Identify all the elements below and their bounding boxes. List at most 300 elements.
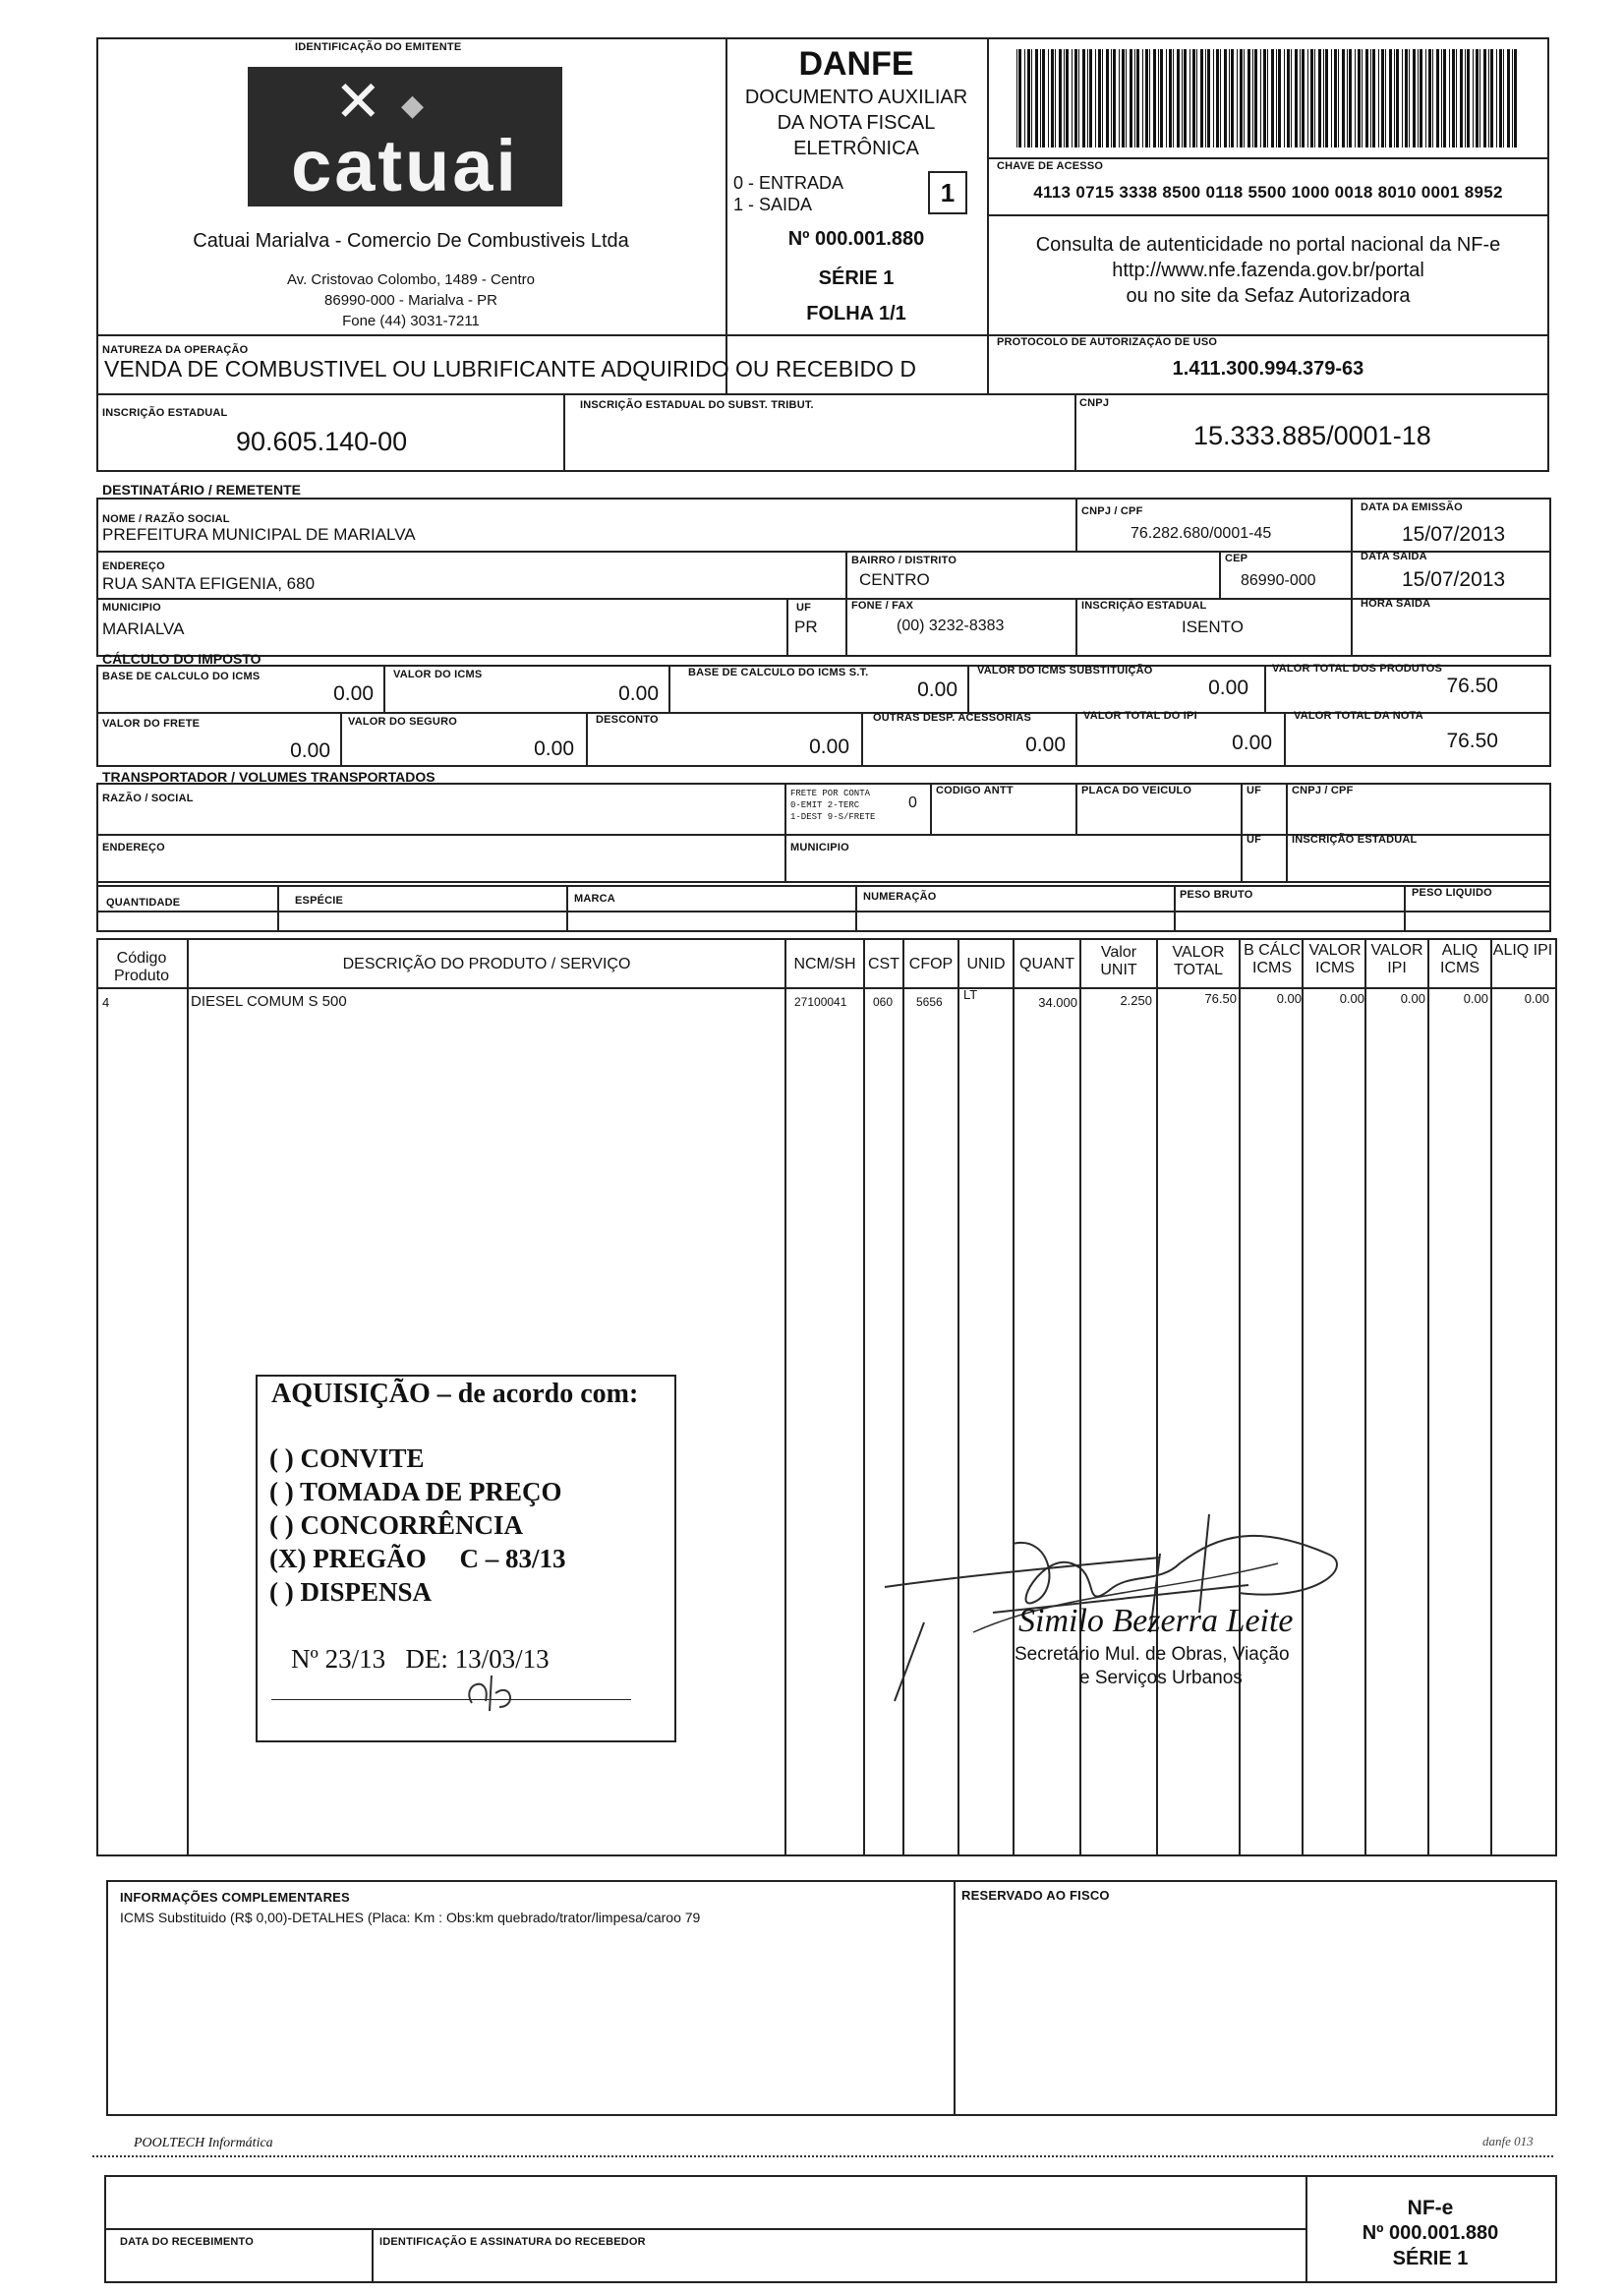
barcode-bar [1278, 49, 1281, 147]
dest-emissao: 15/07/2013 [1402, 523, 1506, 546]
barcode-bar [1441, 49, 1442, 147]
fisco-label: RESERVADO AO FISCO [961, 1888, 1110, 1903]
frete-por-conta-value: 0 [908, 794, 917, 811]
divider [1351, 498, 1353, 657]
th-valor-unit: Valor UNIT [1100, 944, 1137, 978]
danfe-subtitle-1: DOCUMENTO AUXILIAR [744, 87, 968, 108]
row-bc-icms: 0.00 [1276, 991, 1302, 1006]
divider [383, 665, 385, 712]
natureza-value: VENDA DE COMBUSTIVEL OU LUBRIFICANTE ADQUIRIDO OU RECEBIDO D [104, 356, 917, 382]
th-bc-icms: B CÁLC ICMS [1244, 942, 1301, 976]
footer-numero: Nº 000.001.880 [1362, 2222, 1499, 2244]
transp-ie-label: INSCRIÇÃO ESTADUAL [1292, 834, 1418, 846]
th-valor-icms: VALOR ICMS [1308, 942, 1362, 976]
divider [861, 712, 863, 767]
barcode-bar [1456, 49, 1457, 147]
th-aliq-icms: ALIQ ICMS [1440, 942, 1479, 976]
row-unid: LT [963, 987, 978, 1002]
th-codigo: Código Produto [113, 950, 170, 984]
barcode-bar [1300, 49, 1301, 147]
barcode-bar [1055, 49, 1056, 147]
company-logo-text: catuai [291, 125, 519, 206]
th-valor-ipi: VALOR IPI [1370, 942, 1423, 976]
emitente-city: 86990-000 - Marialva - PR [324, 292, 497, 309]
divider [566, 885, 568, 932]
danfe-folha: FOLHA 1/1 [806, 303, 906, 324]
th-ncm: NCM/SH [793, 956, 856, 972]
placa-label: PLACA DO VEICULO [1081, 785, 1192, 796]
dest-municipio-label: MUNICIPIO [102, 602, 161, 614]
divider [1241, 783, 1243, 881]
row-aliq-ipi: 0.00 [1524, 991, 1549, 1006]
dest-municipio: MARIALVA [102, 619, 185, 638]
emitente-name: Catuai Marialva - Comercio De Combustiveis Ltda [193, 230, 629, 252]
barcode-bar [1189, 49, 1190, 147]
gem-icon: ◆ [401, 89, 425, 122]
barcode-bar [1310, 49, 1313, 147]
divider [586, 712, 588, 767]
tipo-box: 1 [928, 171, 967, 214]
numeracao-label: NUMERAÇÃO [863, 891, 937, 903]
barcode-bar [1334, 49, 1337, 147]
row-valor-total: 76.50 [1204, 991, 1237, 1006]
barcode-bar [1381, 49, 1384, 147]
seguro: 0.00 [534, 737, 574, 760]
marca-label: MARCA [574, 893, 615, 905]
barcode-bar [1169, 49, 1172, 147]
cut-line [92, 2155, 1553, 2157]
barcode-bar [1074, 49, 1077, 147]
barcode-bar [1512, 49, 1513, 147]
barcode-bar [1166, 49, 1167, 147]
th-quant: QUANT [1019, 956, 1074, 972]
barcode-bar [1244, 49, 1245, 147]
barcode-bar [1051, 49, 1054, 147]
stamp-option-convite: ( ) CONVITE [269, 1443, 425, 1473]
barcode-bar [1325, 49, 1328, 147]
frete-label: VALOR DO FRETE [102, 718, 201, 730]
divider [784, 783, 786, 881]
divider [1286, 783, 1288, 881]
barcode-bar [1307, 49, 1308, 147]
stamp-numero: Nº 23/13 DE: 13/03/13 [291, 1644, 550, 1674]
row-cfop: 5656 [916, 995, 943, 1009]
barcode-bar [1276, 49, 1277, 147]
barcode-bar [1355, 49, 1356, 147]
divider [96, 598, 1551, 600]
divider [96, 881, 1551, 883]
barcode-bar [1153, 49, 1156, 147]
ipi: 0.00 [1232, 732, 1272, 754]
row-codigo: 4 [102, 995, 110, 1010]
consulta-3: ou no site da Sefaz Autorizadora [1126, 285, 1411, 307]
barcode-bar [1428, 49, 1431, 147]
barcode-bar [1027, 49, 1030, 147]
divider [1075, 783, 1077, 834]
v-icms-label: VALOR DO ICMS [393, 669, 483, 680]
divider [987, 214, 1549, 216]
version-label: danfe 013 [1482, 2134, 1534, 2148]
barcode-bar [1443, 49, 1446, 147]
cnpj-value: 15.333.885/0001-18 [1193, 421, 1431, 450]
barcode-bar [1436, 49, 1439, 147]
entrada-label: 0 - ENTRADA [733, 173, 844, 193]
barcode-bar [1362, 49, 1363, 147]
v-icms: 0.00 [618, 682, 659, 705]
divider [954, 1880, 956, 2116]
barcode-bar [1409, 49, 1410, 147]
v-prod-label: VALOR TOTAL DOS PRODUTOS [1272, 663, 1443, 675]
transp-cnpj-label: CNPJ / CPF [1292, 785, 1354, 796]
barcode-bar [1338, 49, 1339, 147]
saida-label: 1 - SAIDA [733, 195, 813, 214]
barcode-bar [1231, 49, 1234, 147]
destinatario-section: DESTINATÁRIO / REMETENTE [102, 482, 301, 498]
stamp-title: AQUISIÇÃO – de acordo com: [271, 1379, 639, 1409]
barcode-bar [1200, 49, 1203, 147]
divider [1284, 712, 1286, 767]
barcode-bar [1048, 49, 1049, 147]
imposto-section: CÁLCULO DO IMPOSTO [102, 651, 261, 667]
barcode-bar [1149, 49, 1150, 147]
emitente-label: IDENTIFICAÇÃO DO EMITENTE [295, 41, 462, 53]
dest-bairro: CENTRO [859, 570, 930, 589]
seguro-label: VALOR DO SEGURO [348, 716, 457, 728]
v-nota-label: VALOR TOTAL DA NOTA [1294, 710, 1423, 722]
volumes-box [96, 885, 1551, 932]
row-ncm: 27100041 [794, 995, 847, 1009]
divider [340, 712, 342, 767]
barcode-bar [1476, 49, 1479, 147]
divider [277, 885, 279, 932]
barcode-bar [1503, 49, 1504, 147]
peso-bruto-label: PESO BRUTO [1180, 889, 1253, 901]
barcode-bar [1066, 49, 1069, 147]
transp-uf-label: UF [1247, 785, 1262, 796]
barcode-bar [1177, 49, 1180, 147]
v-st: 0.00 [1208, 677, 1248, 699]
barcode-bar [1111, 49, 1112, 147]
desconto: 0.00 [809, 736, 849, 758]
barcode-bar [1291, 49, 1292, 147]
row-descricao: DIESEL COMUM S 500 [191, 993, 347, 1010]
protocolo-label: PROTOCOLO DE AUTORIZAÇÃO DE USO [997, 336, 1218, 348]
emitente-address: Av. Cristovao Colombo, 1489 - Centro [286, 271, 536, 288]
transp-razao-label: RAZÃO / SOCIAL [102, 793, 194, 804]
row-aliq-icms: 0.00 [1463, 991, 1488, 1006]
divider [967, 665, 969, 712]
initials-mark [452, 1664, 531, 1723]
stamp-option-concorrencia: ( ) CONCORRÊNCIA [269, 1510, 523, 1540]
barcode-bar [1365, 49, 1368, 147]
barcode-bar [1102, 49, 1103, 147]
transp-uf2-label: UF [1247, 834, 1262, 846]
barcode-bar [1284, 49, 1285, 147]
barcode-bar [1160, 49, 1163, 147]
divider [1074, 393, 1076, 472]
barcode-bar [1302, 49, 1305, 147]
v-prod: 76.50 [1446, 675, 1498, 697]
table-column-divider [784, 938, 786, 1856]
software-name: POOLTECH Informática [134, 2136, 273, 2150]
protocolo-value: 1.411.300.994.379-63 [1172, 358, 1364, 380]
barcode-bar [1465, 49, 1466, 147]
stamp-option-tomada: ( ) TOMADA DE PREÇO [269, 1477, 562, 1506]
barcode-bar [1378, 49, 1379, 147]
row-cst: 060 [873, 995, 894, 1009]
danfe-subtitle-2: DA NOTA FISCAL [777, 112, 936, 134]
v-nota: 76.50 [1446, 730, 1498, 752]
divider [987, 157, 1549, 159]
barcode-bar [1136, 49, 1139, 147]
ipi-label: VALOR TOTAL DO IPI [1083, 710, 1197, 722]
frete-por-conta-3: 1-DEST 9-S/FRETE [790, 812, 876, 822]
dest-cep-label: CEP [1225, 553, 1248, 564]
barcode-bar [1016, 49, 1017, 147]
quantidade-label: QUANTIDADE [106, 897, 181, 909]
stamp-option-pregao: (X) PREGÃO C – 83/13 [269, 1544, 566, 1573]
barcode-bar [1460, 49, 1463, 147]
dest-cnpj-label: CNPJ / CPF [1081, 505, 1143, 517]
barcode-bar [1173, 49, 1174, 147]
barcode-bar [1347, 49, 1348, 147]
barcode-bar [1314, 49, 1315, 147]
barcode-bar [1499, 49, 1502, 147]
frete-por-conta-1: FRETE POR CONTA [790, 789, 871, 798]
divider [786, 598, 788, 657]
complementares-label: INFORMAÇÕES COMPLEMENTARES [120, 1890, 350, 1905]
barcode-bar [1507, 49, 1510, 147]
barcode-bar [1425, 49, 1426, 147]
divider [1174, 885, 1176, 932]
ie-st-label: INSCRIÇÃO ESTADUAL DO SUBST. TRIBUT. [580, 399, 814, 411]
danfe-serie: SÉRIE 1 [818, 267, 895, 289]
table-column-divider [187, 938, 189, 1856]
dest-uf: PR [794, 618, 818, 636]
ie-label: INSCRIÇÃO ESTADUAL [102, 407, 228, 419]
dest-emissao-label: DATA DA EMISSÃO [1361, 501, 1463, 513]
barcode-bar [1372, 49, 1375, 147]
barcode-bar [1082, 49, 1085, 147]
barcode-bar [1488, 49, 1489, 147]
divider [372, 2228, 374, 2283]
antt-label: CODIGO ANTT [936, 785, 1014, 796]
barcode-bar [1126, 49, 1127, 147]
dest-uf-label: UF [796, 602, 812, 614]
barcode-bar [1420, 49, 1422, 147]
divider [1075, 498, 1077, 551]
barcode-bar [1295, 49, 1298, 147]
barcode-bar [1260, 49, 1261, 147]
barcode-bar [1254, 49, 1257, 147]
barcode-bar [1216, 49, 1219, 147]
transp-municipio-label: MUNICIPIO [790, 842, 849, 853]
barcode-bar [1224, 49, 1227, 147]
barcode-bar [1418, 49, 1419, 147]
v-st-label: VALOR DO ICMS SUBSTITUIÇÃO [977, 665, 1153, 677]
barcode-bar [1432, 49, 1433, 147]
divider [104, 2228, 1305, 2230]
table-column-divider [1427, 938, 1429, 1856]
dest-cnpj: 76.282.680/0001-45 [1131, 525, 1272, 542]
barcode-bar [1452, 49, 1455, 147]
table-column-divider [1490, 938, 1492, 1856]
divider [1075, 598, 1077, 657]
divider [563, 393, 565, 472]
barcode-bar [1113, 49, 1116, 147]
bc-st-label: BASE DE CALCULO DO ICMS S.T. [688, 667, 869, 678]
bc-icms: 0.00 [333, 682, 374, 705]
danfe-numero: Nº 000.001.880 [787, 228, 925, 250]
barcode-bar [1479, 49, 1480, 147]
divider [96, 987, 1557, 989]
dest-fone: (00) 3232-8383 [897, 618, 1005, 634]
barcode-bar [1035, 49, 1038, 147]
barcode-bar [1370, 49, 1371, 147]
dest-nome-label: NOME / RAZÃO SOCIAL [102, 513, 230, 525]
barcode-bar [1098, 49, 1101, 147]
barcode-bar [1467, 49, 1470, 147]
recebimento-label: DATA DO RECEBIMENTO [120, 2236, 255, 2248]
transp-endereco-label: ENDEREÇO [102, 842, 165, 853]
outras-label: OUTRAS DESP. ACESSORIAS [873, 712, 1032, 724]
divider [1219, 551, 1221, 598]
barcode-bar [1158, 49, 1159, 147]
barcode-bar [1396, 49, 1399, 147]
barcode-bar [1247, 49, 1250, 147]
barcode-bar [1142, 49, 1143, 147]
dest-endereco-label: ENDEREÇO [102, 560, 165, 572]
divider [96, 334, 1549, 336]
divider [96, 393, 1549, 395]
th-unid: UNID [966, 956, 1006, 972]
ie-value: 90.605.140-00 [236, 427, 408, 456]
barcode-bar [1449, 49, 1450, 147]
barcode-bar [1514, 49, 1517, 147]
bc-icms-label: BASE DE CALCULO DO ICMS [102, 671, 261, 682]
chave-label: CHAVE DE ACESSO [997, 160, 1104, 172]
barcode-bar [1184, 49, 1187, 147]
th-cfop: CFOP [908, 956, 954, 972]
row-valor-ipi: 0.00 [1400, 991, 1425, 1006]
barcode [1016, 49, 1524, 149]
barcode-bar [1229, 49, 1230, 147]
chave-value: 4113 0715 3338 8500 0118 5500 1000 0018 8010 0001 8952 [1033, 183, 1503, 202]
barcode-bar [1496, 49, 1497, 147]
dest-hora-label: HORA SAIDA [1361, 598, 1431, 610]
barcode-bar [1473, 49, 1474, 147]
danfe-subtitle-3: ELETRÔNICA [793, 138, 919, 159]
barcode-bar [1252, 49, 1253, 147]
divider [1075, 712, 1077, 767]
barcode-bar [1072, 49, 1073, 147]
stamp-option-dispensa: ( ) DISPENSA [269, 1577, 433, 1607]
dest-saida-label: DATA SAIDA [1361, 551, 1427, 562]
emitente-phone: Fone (44) 3031-7211 [342, 313, 480, 329]
barcode-bar [1237, 49, 1238, 147]
dest-endereco: RUA SANTA EFIGENIA, 680 [102, 574, 316, 593]
natureza-label: NATUREZA DA OPERAÇÃO [102, 344, 249, 356]
outras: 0.00 [1025, 734, 1066, 756]
barcode-bar [1042, 49, 1045, 147]
peso-liquido-label: PESO LIQUIDO [1412, 887, 1492, 899]
danfe-title: DANFE [798, 45, 914, 83]
frete-por-conta-2: 0-EMIT 2-TERC [790, 800, 860, 810]
barcode-bar [1018, 49, 1021, 147]
barcode-bar [1271, 49, 1274, 147]
barcode-bar [1207, 49, 1210, 147]
frete: 0.00 [290, 739, 330, 762]
barcode-bar [1089, 49, 1092, 147]
barcode-bar [1213, 49, 1214, 147]
barcode-bar [1318, 49, 1321, 147]
desconto-label: DESCONTO [596, 714, 659, 726]
row-valor-unit: 2.250 [1120, 993, 1152, 1008]
barcode-bar [1205, 49, 1206, 147]
signature-role-2: e Serviços Urbanos [1079, 1668, 1243, 1688]
barcode-bar [1394, 49, 1395, 147]
dest-fone-label: FONE / FAX [851, 600, 914, 612]
divider [855, 885, 857, 932]
barcode-bar [1358, 49, 1361, 147]
barcode-bar [1490, 49, 1493, 147]
dest-ie-label: INSCRIÇÃO ESTADUAL [1081, 600, 1207, 612]
divider [668, 665, 670, 712]
barcode-bar [1059, 49, 1062, 147]
th-descricao: DESCRIÇÃO DO PRODUTO / SERVIÇO [342, 956, 631, 972]
signature-role-1: Secretário Mul. de Obras, Viação [1015, 1644, 1290, 1665]
barcode-bar [1182, 49, 1183, 147]
th-cst: CST [868, 956, 899, 972]
barcode-bar [1331, 49, 1332, 147]
footer-serie: SÉRIE 1 [1392, 2248, 1469, 2269]
especie-label: ESPÉCIE [295, 895, 344, 907]
barcode-bar [1130, 49, 1132, 147]
barcode-bar [1349, 49, 1352, 147]
barcode-bar [1145, 49, 1148, 147]
barcode-bar [1031, 49, 1032, 147]
bc-st: 0.00 [917, 678, 957, 701]
complementares-text: ICMS Substituido (R$ 0,00)-DETALHES (Placa: Km : Obs:km quebrado/trator/limpesa/caroo 79 [120, 1910, 701, 1925]
divider [930, 783, 932, 834]
dest-ie: ISENTO [1182, 618, 1244, 636]
barcode-bar [1119, 49, 1120, 147]
barcode-bar [1323, 49, 1324, 147]
barcode-bar [1122, 49, 1125, 147]
barcode-bar [1342, 49, 1345, 147]
barcode-bar [1106, 49, 1109, 147]
barcode-bar [1220, 49, 1221, 147]
barcode-bar [1267, 49, 1268, 147]
dest-bairro-label: BAIRRO / DISTRITO [851, 555, 957, 566]
stamp-line [271, 1699, 631, 1700]
consulta-2: http://www.nfe.fazenda.gov.br/portal [1112, 260, 1424, 281]
row-quant: 34.000 [1038, 995, 1077, 1010]
barcode-bar [1040, 49, 1041, 147]
barcode-bar [1483, 49, 1486, 147]
barcode-bar [1263, 49, 1266, 147]
barcode-bar [1196, 49, 1197, 147]
barcode-bar [1405, 49, 1408, 147]
barcode-bar [1287, 49, 1290, 147]
person-icon: ✕ [334, 70, 382, 134]
divider [845, 598, 847, 657]
divider [1264, 665, 1266, 712]
transportador-section: TRANSPORTADOR / VOLUMES TRANSPORTADOS [102, 769, 435, 785]
th-aliq-ipi: ALIQ IPI [1492, 942, 1553, 959]
assinatura-label: IDENTIFICAÇÃO E ASSINATURA DO RECEBEDOR [379, 2236, 646, 2248]
barcode-bar [1134, 49, 1135, 147]
